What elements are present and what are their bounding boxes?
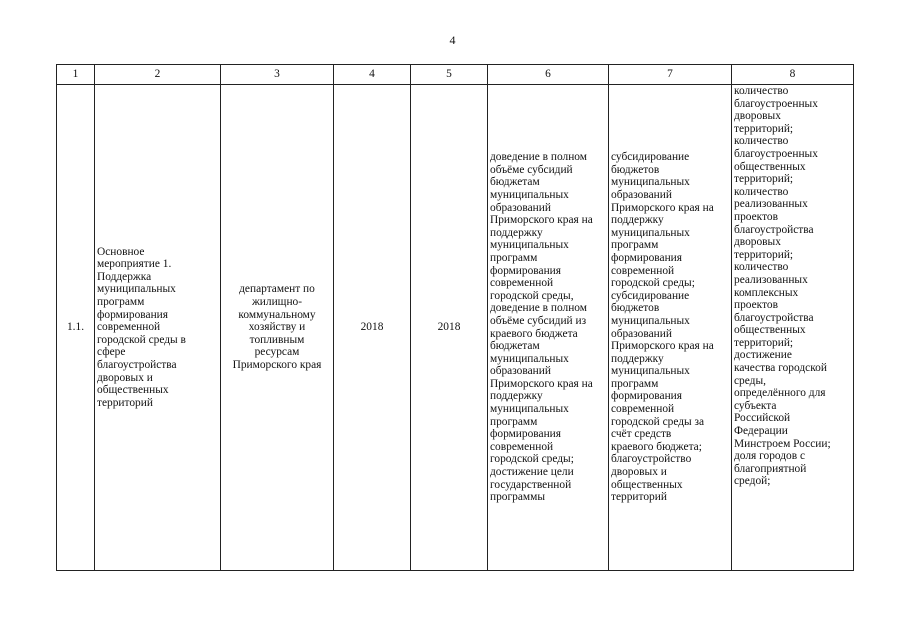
table-row — [57, 85, 854, 571]
column-header-3: 3 — [221, 65, 334, 85]
column-header-5: 5 — [411, 65, 488, 85]
column-header-4: 4 — [334, 65, 411, 85]
column-header-2: 2 — [95, 65, 221, 85]
column-header-6: 6 — [488, 65, 609, 85]
expected-result-cell: доведение в полном объёме субсидий бюджетам муниципальных образований Приморского края на поддержку муниципальных программ формирования современной городской среды, доведение в полном объёме субсидий из краевого бюджета бюджетам муниципальных образований Приморского края на поддержку муниципальных программ формирования современной городской среды; достижение цели государственной программы — [488, 85, 609, 571]
indicators-cell: количество благоустроенных дворовых территорий; количество благоустроенных общественных территорий; количество реализованных проектов благоустройства дворовых территорий; количество реализованных комплексных проектов благоустройства общественных территорий; достижение качества городской среды, определённого для субъекта Российской Федерации Минстроем России; доля городов с благоприятной средой; — [732, 85, 854, 571]
main-directions-cell: субсидирование бюджетов муниципальных образований Приморского края на поддержку муниципальных программ формирования современной городской среды; субсидирование бюджетов муниципальных образований Приморского края на поддержку муниципальных программ формирования современной городской среды за счёт средств краевого бюджета; благоустройство дворовых и общественных территорий — [609, 85, 732, 571]
column-header-7: 7 — [609, 65, 732, 85]
activity-name-cell: Основное мероприятие 1. Поддержка муниципальных программ формирования современной городской среды в сфере благоустройства дворовых и общественных территорий — [95, 85, 221, 571]
activities-table — [56, 64, 854, 571]
page-number: 4 — [449, 33, 456, 47]
row-number-cell: 1.1. — [57, 85, 95, 571]
column-number-row — [57, 65, 854, 85]
column-header-1: 1 — [57, 65, 95, 85]
column-header-8: 8 — [732, 65, 854, 85]
end-year-cell: 2018 — [411, 85, 488, 571]
executor-cell: департамент по жилищно- коммунальному хозяйству и топливным ресурсам Приморского края — [221, 85, 334, 571]
start-year-cell: 2018 — [334, 85, 411, 571]
